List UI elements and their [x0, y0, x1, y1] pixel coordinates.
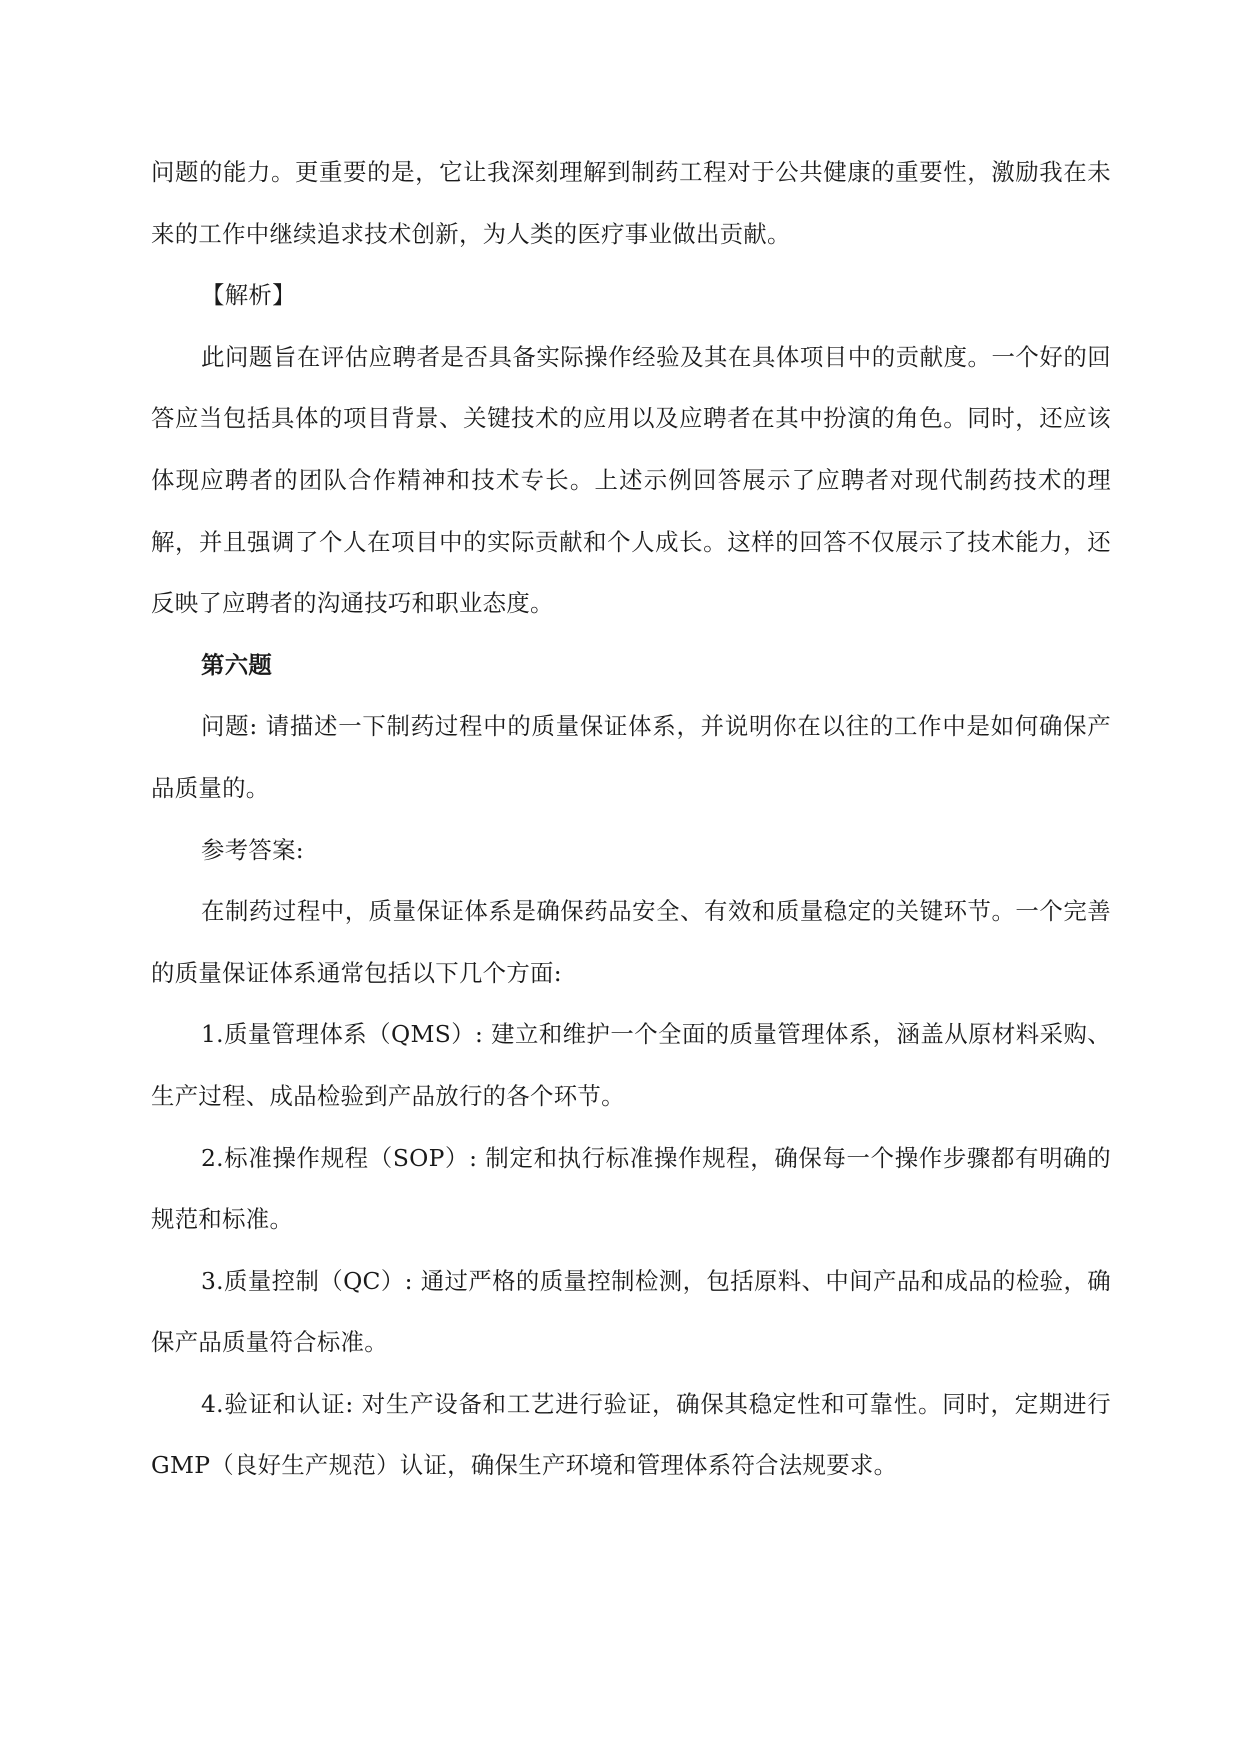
- list-item-qc: 3.质量控制（QC）: 通过严格的质量控制检测，包括原料、中间产品和成品的检验，确保产品质量符合标准。: [151, 1266, 1111, 1357]
- question-paragraph: 问题: 请描述一下制药过程中的质量保证体系，并说明你在以往的工作中是如何确保产品质量的。: [151, 712, 1111, 802]
- list-item-validation: 4.验证和认证: 对生产设备和工艺进行验证，确保其稳定性和可靠性。同时，定期进行GMP（良好生产规范）认证，确保生产环境和管理体系符合法规要求。: [151, 1389, 1111, 1480]
- list-item-qms: 1.质量管理体系（QMS）: 建立和维护一个全面的质量管理体系，涵盖从原材料采购、生产过程、成品检验到产品放行的各个环节。: [151, 1020, 1111, 1110]
- analysis-paragraph: 此问题旨在评估应聘者是否具备实际操作经验及其在具体项目中的贡献度。一个好的回答应当包括具体的项目背景、关键技术的应用以及应聘者在其中扮演的角色。同时，还应该体现应聘者的团队合作精神和技术专长。上述示例回答展示了应聘者对现代制药技术的理解，并且强调了个人在项目中的实际贡献和个人成长。这样的回答不仅展示了技术能力，还反映了应聘者的沟通技巧和职业态度。: [151, 342, 1111, 618]
- section-heading-question-six: 第六题: [201, 650, 273, 679]
- reference-answer-label: 参考答案:: [201, 835, 304, 864]
- document-page: [151, 142, 1111, 1497]
- list-item-sop: 2.标准操作规程（SOP）: 制定和执行标准操作规程，确保每一个操作步骤都有明确的规范和标准。: [151, 1143, 1111, 1234]
- analysis-label: 【解析】: [201, 281, 296, 310]
- answer-intro-paragraph: 在制药过程中，质量保证体系是确保药品安全、有效和质量稳定的关键环节。一个完善的质量保证体系通常包括以下几个方面:: [151, 897, 1111, 987]
- paragraph-continuation: 问题的能力。更重要的是，它让我深刻理解到制药工程对于公共健康的重要性，激励我在未来的工作中继续追求技术创新，为人类的医疗事业做出贡献。: [151, 158, 1111, 248]
